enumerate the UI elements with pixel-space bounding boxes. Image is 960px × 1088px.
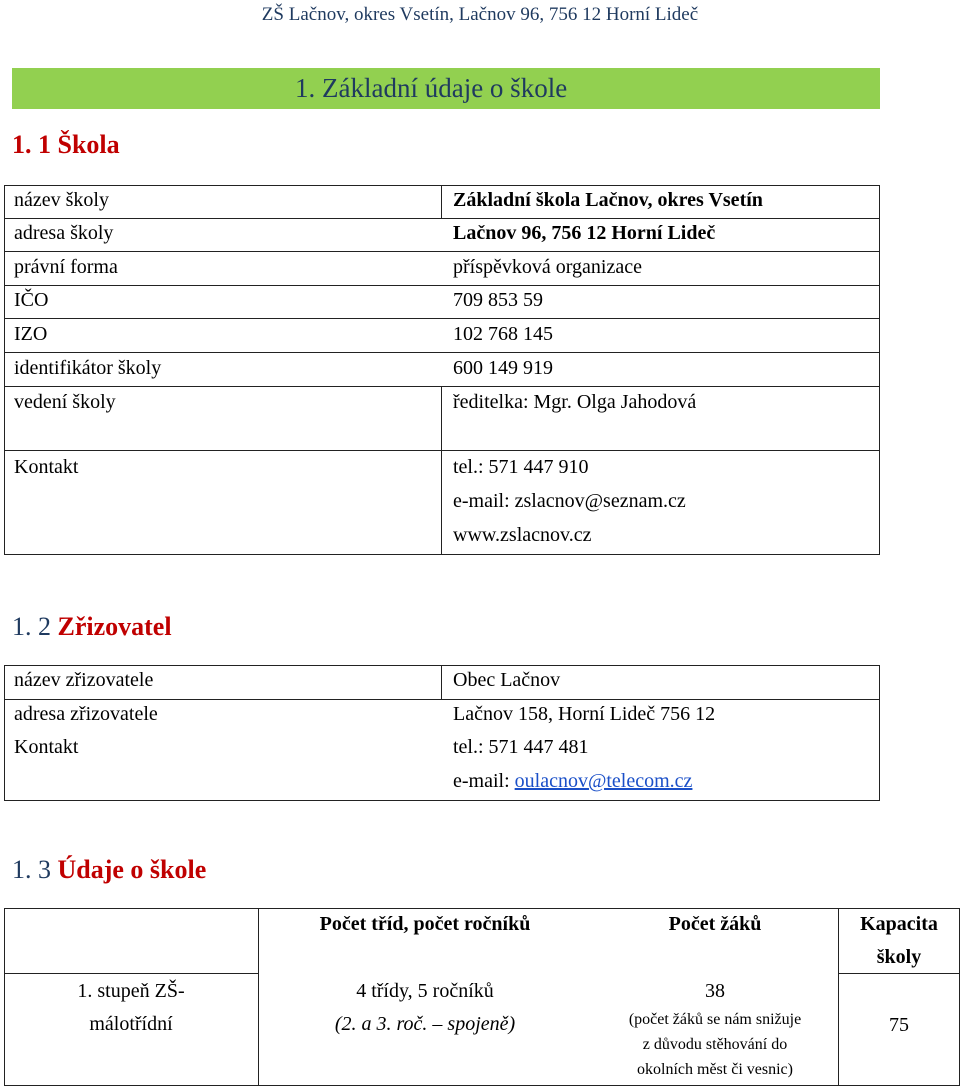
school-address-label: adresa školy	[14, 222, 114, 244]
pupils-note-line2: z důvodu stěhování do	[642, 1036, 788, 1053]
header-pupils: Počet žáků	[668, 913, 762, 935]
row-divider	[4, 386, 880, 387]
row-divider	[4, 450, 880, 451]
founder-name-value: Obec Lačnov	[453, 669, 561, 691]
header-capacity-line1: Kapacita	[860, 913, 938, 935]
founder-address-label: adresa zřizovatele	[14, 703, 158, 725]
management-value: ředitelka: Mgr. Olga Jahodová	[453, 391, 697, 413]
school-id-value: 600 149 919	[453, 357, 553, 379]
founder-email-prefix: e-mail:	[453, 770, 515, 792]
row-divider	[4, 285, 880, 286]
founder-address-value: Lačnov 158, Horní Lideč 756 12	[453, 703, 716, 725]
chapter-title: 1. Základní údaje o škole	[295, 73, 568, 103]
school-phone: tel.: 571 447 910	[453, 456, 589, 478]
founder-phone: tel.: 571 447 481	[453, 736, 589, 758]
school-email: e-mail: zslacnov@seznam.cz	[453, 490, 686, 512]
classes-count: 4 třídy, 5 ročníků	[356, 980, 494, 1002]
school-address-value: Lačnov 96, 756 12 Horní Lideč	[453, 222, 716, 244]
row-divider	[4, 973, 258, 974]
col-divider	[441, 665, 442, 699]
row-divider	[4, 318, 880, 319]
chapter-banner	[12, 68, 880, 109]
legal-form-label: právní forma	[14, 256, 118, 278]
section-founder-title	[12, 612, 172, 642]
founder-email-line	[453, 770, 692, 793]
col-divider	[441, 386, 442, 555]
school-name-value: Základní škola Lačnov, okres Vsetín	[453, 189, 763, 211]
ico-value: 709 853 59	[453, 289, 543, 311]
capacity-value: 75	[889, 1014, 909, 1036]
page-header: ZŠ Lačnov, okres Vsetín, Lačnov 96, 756 12 Horní Lideč	[261, 4, 699, 25]
stage-label-line1: 1. stupeň ZŠ-	[77, 980, 185, 1002]
legal-form-value: příspěvková organizace	[453, 256, 642, 278]
section-school-data-title	[12, 855, 206, 885]
row-divider	[838, 973, 960, 974]
header-capacity-line2: školy	[876, 946, 922, 968]
section-number: 1. 2	[12, 612, 51, 641]
section-school-title: 1. 1 Škola	[12, 130, 120, 159]
col-divider	[441, 185, 442, 218]
classes-note: (2. a 3. roč. – spojeně)	[334, 1013, 516, 1035]
ico-label: IČO	[14, 289, 49, 311]
header-classes: Počet tříd, počet ročníků	[319, 913, 531, 935]
row-divider	[4, 218, 880, 219]
izo-label: IZO	[14, 323, 48, 345]
founder-name-label: název zřizovatele	[14, 669, 154, 691]
school-id-label: identifikátor školy	[14, 357, 162, 379]
pupils-note-line3: okolních měst či vesnic)	[637, 1061, 793, 1078]
izo-value: 102 768 145	[453, 323, 553, 345]
section-text: Zřizovatel	[57, 612, 172, 641]
pupils-note-line1: (počet žáků se nám snižuje	[628, 1011, 802, 1028]
section-text: Údaje o škole	[57, 855, 207, 884]
school-website: www.zslacnov.cz	[453, 524, 592, 546]
founder-contact-label: Kontakt	[14, 736, 79, 758]
row-divider	[4, 352, 880, 353]
pupils-count: 38	[705, 980, 725, 1002]
stage-label-line2: málotřídní	[89, 1013, 173, 1035]
col-divider	[258, 908, 259, 1086]
management-label: vedení školy	[14, 391, 116, 413]
founder-email-link[interactable]: oulacnov@telecom.cz	[514, 770, 693, 792]
row-divider	[4, 699, 880, 700]
row-divider	[4, 251, 880, 252]
school-name-label: název školy	[14, 189, 109, 211]
section-number: 1. 3	[12, 855, 51, 884]
contact-label: Kontakt	[14, 456, 79, 478]
